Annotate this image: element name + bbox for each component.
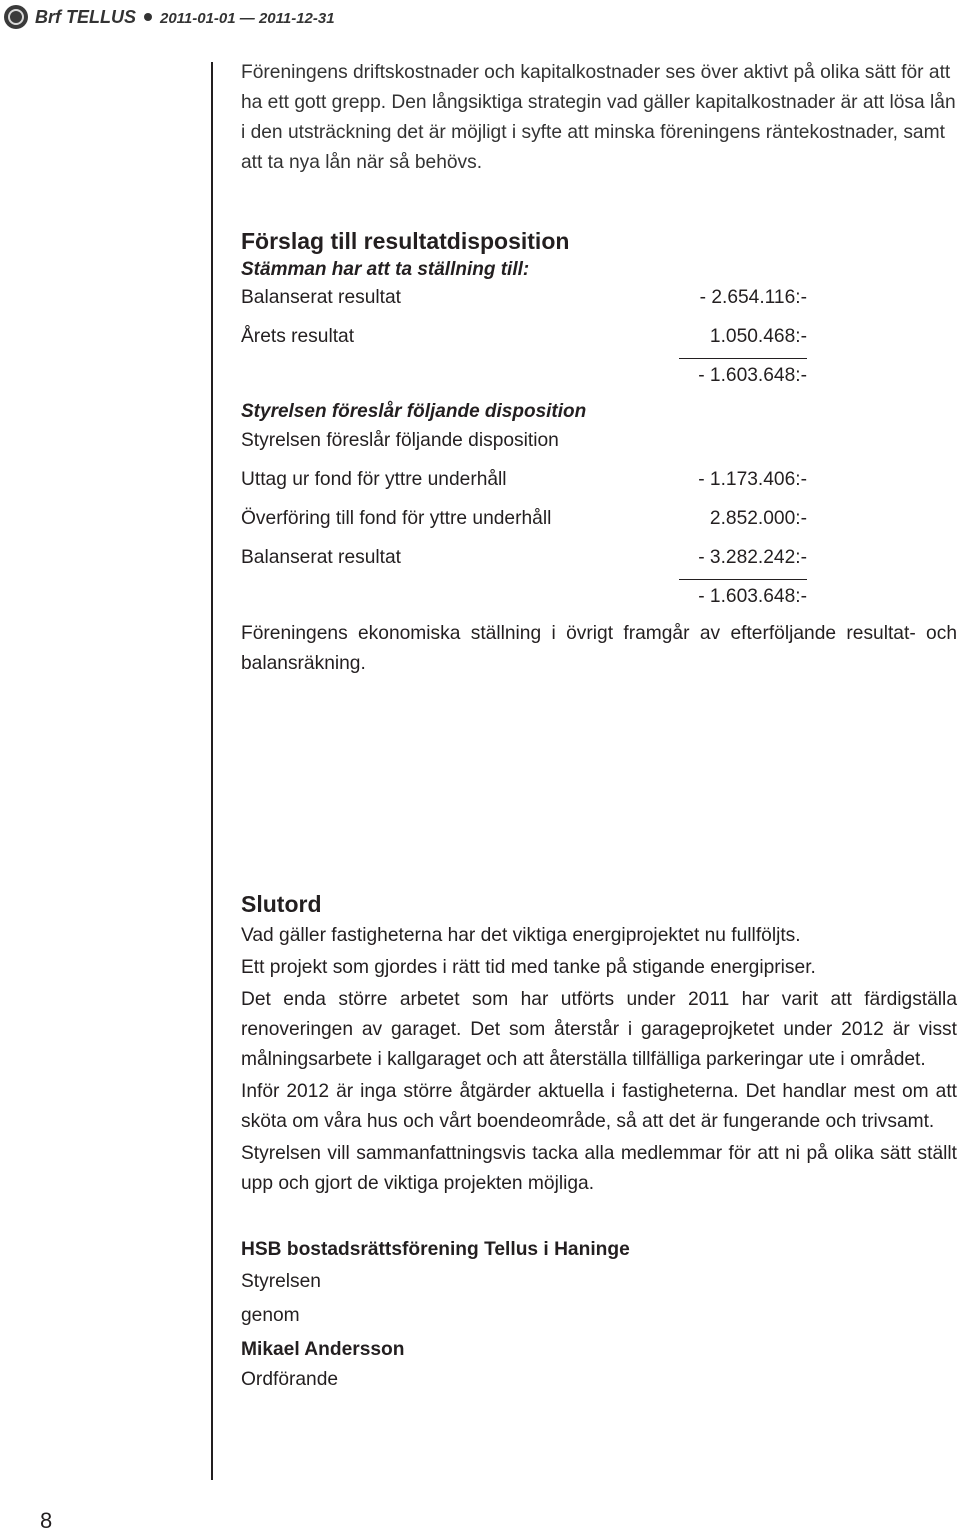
row-amount: - 1.173.406:- (698, 469, 807, 490)
board-row (241, 466, 957, 505)
closing-paragraph: Det enda större arbetet som har utförts under 2011 har varit att färdigställa renoveringen av garaget. Det som återstår i garageprojketet under 2012 är visst målningsarbete i kallgaraget och att återställa tillfälliga parkeringar ute i området. (241, 989, 957, 1070)
signature-name: Mikael Andersson (241, 1339, 405, 1360)
row-amount: 1.050.468:- (709, 326, 807, 347)
closing-paragraph: Ett projekt som gjordes i rätt tid med tanke på stigande energipriser. (241, 957, 816, 978)
bullet-icon (144, 13, 152, 21)
brf-logo-icon (4, 5, 28, 29)
sum-rule (679, 358, 807, 359)
board-row (241, 544, 957, 583)
total-amount: - 1.603.648:- (698, 586, 807, 607)
signature-org: HSB bostadsrättsförening Tellus i Haninge (241, 1239, 630, 1260)
closing-paragraph: Inför 2012 är inga större åtgärder aktuella i fastigheterna. Det handlar mest om att sköta om våra hus och vårt boendeområde, så att det är fungerande och trivsamt. (241, 1081, 957, 1132)
page-content (241, 58, 957, 1395)
page-header (4, 2, 335, 32)
header-title (35, 7, 335, 28)
row-amount: - 3.282.242:- (698, 547, 807, 568)
row-amount: 2.852.000:- (709, 508, 807, 529)
disposition-note: Föreningens ekonomiska ställning i övrigt framgår av efterföljande resultat- och balansräkning. (241, 623, 957, 674)
page-number: 8 (40, 1508, 53, 1533)
row-label: Årets resultat (241, 326, 355, 347)
intro-paragraph: Föreningens driftskostnader och kapitalkostnader ses över aktivt på olika sätt för att ha ett gott grepp. Den långsiktiga strategin vad gäller kapitalkostnader är att lösa lån i den utsträckning det är möjligt i syfte att minska föreningens räntekostnader, samt att ta nya lån när så behövs. (241, 62, 956, 173)
row-label: Överföring till fond för yttre underhåll (241, 508, 552, 529)
disposition-total-row (241, 362, 957, 398)
disposition-subtitle: Stämman har att ta ställning till: (241, 259, 530, 280)
row-label: Balanserat resultat (241, 287, 401, 308)
disposition-row (241, 284, 957, 323)
header-org: Brf TELLUS (35, 6, 136, 27)
signature-board: Styrelsen (241, 1271, 321, 1292)
disposition-title: Förslag till resultatdisposition (241, 228, 570, 254)
board-heading: Styrelsen föreslår följande disposition (241, 401, 587, 422)
closing-title: Slutord (241, 891, 322, 917)
closing-paragraph: Vad gäller fastigheterna har det viktiga energiprojektet nu fullföljts. (241, 925, 801, 946)
row-amount: - 2.654.116:- (699, 287, 807, 308)
disposition-row (241, 323, 957, 362)
margin-rule (211, 62, 213, 1480)
row-label: Uttag ur fond för yttre underhåll (241, 469, 507, 490)
board-total-row (241, 583, 957, 619)
header-period: 2011-01-01 — 2011-12-31 (160, 9, 335, 27)
signature-role: Ordförande (241, 1369, 339, 1390)
board-row (241, 505, 957, 544)
board-subheading: Styrelsen föreslår följande disposition (241, 430, 559, 451)
row-label: Balanserat resultat (241, 547, 401, 568)
closing-paragraph: Styrelsen vill sammanfattningsvis tacka alla medlemmar för att ni på olika sätt ställt upp och gjort de viktiga projekten möjliga. (241, 1143, 957, 1194)
signature-via: genom (241, 1305, 300, 1326)
total-amount: - 1.603.648:- (698, 365, 807, 386)
sum-rule (679, 579, 807, 580)
